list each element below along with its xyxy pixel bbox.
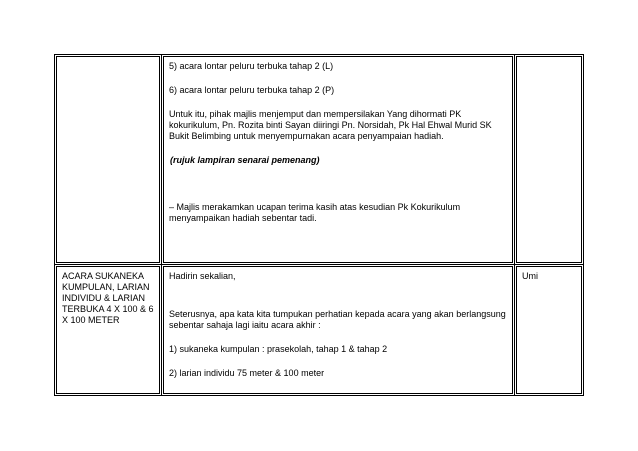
row1-line-7: – Majlis merakamkan ucapan terima kasih atas kesudian Pk Kokurikulum bbox=[169, 202, 461, 212]
row2-line-4: 1) sukaneka kumpulan : prasekolah, tahap 1 & tahap 2 bbox=[169, 344, 388, 354]
row2-event-line-1: ACARA SUKANEKA bbox=[62, 271, 145, 281]
row1-line-5: Bukit Belimbing untuk menyempurnakan acara penyampaian hadiah. bbox=[169, 131, 444, 141]
row2-event-line-4: TERBUKA 4 X 100 & 6 bbox=[62, 304, 154, 314]
row1-event-cell bbox=[54, 54, 162, 265]
row1-line-8: menyampaikan hadiah sebentar tadi. bbox=[169, 213, 317, 223]
row1-person-cell bbox=[514, 54, 584, 265]
row1-line-3: Untuk itu, pihak majlis menjemput dan mempersilakan Yang dihormati PK bbox=[169, 109, 462, 119]
row2-event-line-2: KUMPULAN, LARIAN bbox=[62, 282, 150, 292]
row2-event-line-3: INDIVIDU & LARIAN bbox=[62, 293, 146, 303]
row2-event-cell bbox=[54, 264, 162, 396]
row2-line-2: Seterusnya, apa kata kita tumpukan perhatian kepada acara yang akan berlangsung bbox=[169, 309, 506, 319]
row1-content-cell bbox=[161, 54, 515, 265]
row1-line-2: 6) acara lontar peluru terbuka tahap 2 (P) bbox=[169, 85, 335, 95]
row2-person-cell bbox=[514, 264, 584, 396]
row2-content-cell bbox=[161, 264, 515, 396]
row2-person: Umi bbox=[522, 271, 538, 281]
row1-line-4: kokurikulum, Pn. Rozita binti Sayan diiringi Pn. Norsidah, Pk Hal Ehwal Murid SK bbox=[169, 120, 492, 130]
row2-line-1: Hadirin sekalian, bbox=[169, 271, 236, 281]
row1-lampiran-note: (rujuk lampiran senarai pemenang) bbox=[170, 155, 320, 165]
row1-line-1: 5) acara lontar peluru terbuka tahap 2 (L) bbox=[169, 61, 334, 71]
row2-line-3: sebentar sahaja lagi iaitu acara akhir : bbox=[169, 320, 321, 330]
row2-line-5: 2) larian individu 75 meter & 100 meter bbox=[169, 368, 325, 378]
row2-event-line-5: X 100 METER bbox=[62, 315, 120, 325]
